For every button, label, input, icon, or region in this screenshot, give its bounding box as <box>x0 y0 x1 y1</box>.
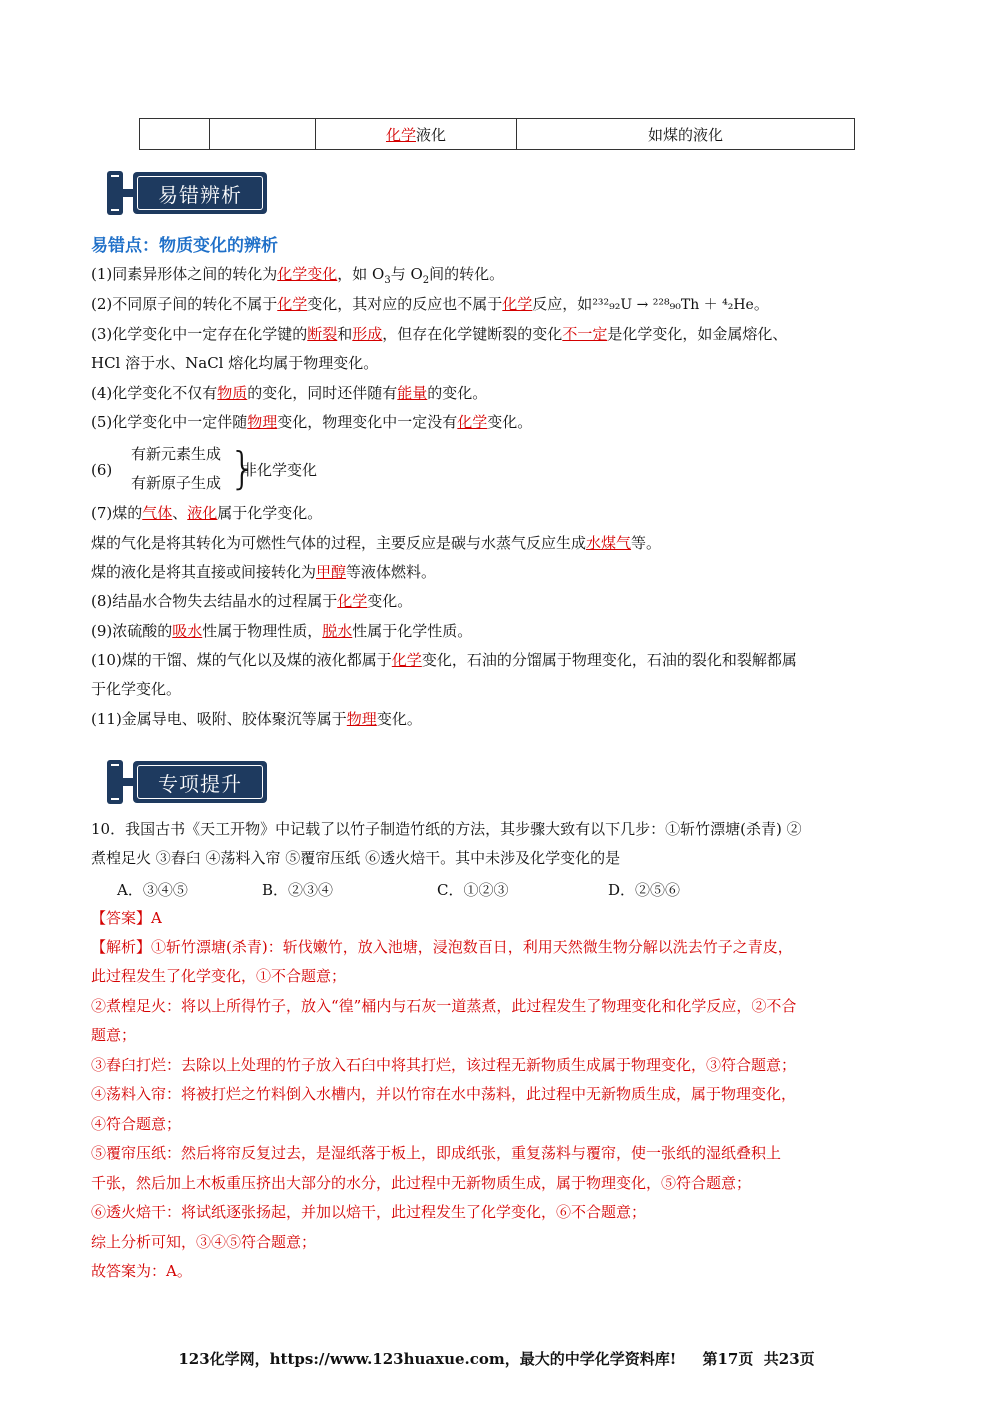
text-span: (11)金属导电、吸附、胶体聚沉等属于 <box>91 710 347 728</box>
text-span: 2 <box>422 275 430 286</box>
analysis-line: ③舂臼打烂：去除以上处理的竹子放入石臼中将其打烂，该过程无新物质生成属于物理变化，③符合题意； <box>91 1056 797 1074</box>
red-answer: 水煤气 <box>586 534 632 552</box>
red-answer: 化学 <box>502 295 533 313</box>
item-7 <box>91 503 322 523</box>
analysis-line: ②煮楻足火：将以上所得竹子，放入“徨”桶内与石灰一道蒸煮，此过程发生了物理变化和化学反应，②不合 <box>91 997 797 1015</box>
analysis-line: ④荡料入帘：将被打烂之竹料倒入水槽内，并以竹帘在水中荡料，此过程中无新物质生成，属于物理变化， <box>91 1085 797 1103</box>
text-span: 变化，石油的分馏属于物理变化，石油的裂化和裂解都属 <box>421 651 797 669</box>
item-10-cont: 于化学变化。 <box>91 680 182 698</box>
red-answer: 形成 <box>352 325 383 343</box>
red-answer: 物理 <box>247 413 278 431</box>
text-span: 。 <box>753 295 769 313</box>
text-span: (6) <box>91 461 113 479</box>
item-2 <box>91 294 769 315</box>
option-c: C．①②③ <box>437 881 509 899</box>
item-9 <box>91 621 472 641</box>
section-heading: 易错点：物质变化的辨析 <box>91 236 278 256</box>
text-span: (7)煤的 <box>91 504 143 522</box>
text-span: 变化，物理变化中一定没有 <box>277 413 458 431</box>
cell-text: 液化 <box>416 125 447 144</box>
red-answer: 气体 <box>142 504 173 522</box>
text-span: 有新元素生成 <box>131 445 222 463</box>
option-d: D．②⑤⑥ <box>608 881 681 899</box>
red-answer: 物理 <box>346 710 377 728</box>
text-span: (4)化学变化不仅有 <box>91 384 218 402</box>
brace-icon: } <box>229 443 257 494</box>
text-span: 性属于物理性质， <box>202 622 323 640</box>
table-cell <box>210 119 316 150</box>
option-b: B．②③④ <box>262 881 334 899</box>
banner-bracket-icon <box>107 171 123 215</box>
analysis-line: ⑤覆帘压纸：然后将帘反复过去，是湿纸落于板上，即成纸张，重复荡料与覆帘，使一张纸的湿纸叠积上 <box>91 1144 782 1162</box>
text-span: 、 <box>172 504 188 522</box>
section-banner-errors <box>107 171 267 215</box>
item-7-gas <box>91 533 661 553</box>
page-footer: 123化学网，https://www.123huaxue.com，最大的中学化学资料库! 第17页 共23页 <box>178 1350 815 1368</box>
item-11 <box>91 709 422 729</box>
text-span: (8)结晶水合物失去结晶水的过程属于 <box>91 592 338 610</box>
analysis-line: 【解析】①斩竹漂塘(杀青)：斩伐嫩竹，放入池塘，浸泡数百日，利用天然微生物分解以洗去竹子之青皮， <box>91 938 793 956</box>
analysis-line: 故答案为：A。 <box>91 1262 192 1280</box>
text-span: 性属于化学性质。 <box>352 622 473 640</box>
red-answer: 断裂 <box>307 325 338 343</box>
text-span: 和 <box>337 325 353 343</box>
banner-title: 易错辨析 <box>137 176 263 210</box>
analysis-line: 综上分析可知，③④⑤符合题意； <box>91 1233 317 1251</box>
red-answer: 化学 <box>277 295 308 313</box>
section-banner-practice <box>107 760 267 804</box>
red-answer: 化学 <box>385 125 416 144</box>
text-span: 的变化。 <box>427 384 488 402</box>
text-span: (5)化学变化中一定伴随 <box>91 413 248 431</box>
red-answer: 甲醇 <box>316 563 347 581</box>
question-text-cont: 煮楻足火 ③舂臼 ④荡料入帘 ⑤覆帘压纸 ⑥透火焙干。其中未涉及化学变化的是 <box>91 849 621 867</box>
top-table <box>139 118 855 150</box>
item-8 <box>91 591 412 611</box>
banner-plate <box>133 172 267 214</box>
option-a: A．③④⑤ <box>117 881 188 899</box>
analysis-line: 千张，然后加上木板重压挤出大部分的水分，此过程中无新物质生成，属于物理变化，⑤符合题意； <box>91 1174 752 1192</box>
text-span: 非化学变化 <box>242 461 318 479</box>
analysis-line: 题意； <box>91 1026 137 1044</box>
analysis-line: ⑥透火焙干：将试纸逐张扬起，并加以焙干，此过程发生了化学变化，⑥不合题意； <box>91 1203 647 1221</box>
table-cell: 如煤的液化 <box>517 119 855 150</box>
banner-bracket-icon <box>107 760 123 804</box>
text-span: ，但存在化学键断裂的变化 <box>382 325 563 343</box>
item-3 <box>91 324 787 344</box>
red-answer: 化学 <box>391 651 422 669</box>
item-7-liquid <box>91 562 436 582</box>
nuclear-equation: ²³²₉₂U → ²²⁸₉₀Th ＋ ⁴₂He <box>592 297 754 313</box>
text-span: 煤的液化是将其直接或间接转化为 <box>91 563 317 581</box>
text-span: 等液体燃料。 <box>346 563 437 581</box>
answer: 【答案】A <box>91 909 162 927</box>
analysis-line: 此过程发生了化学变化，①不合题意； <box>91 967 347 985</box>
item-10 <box>91 650 797 670</box>
red-answer: 脱水 <box>322 622 353 640</box>
item-5 <box>91 412 532 432</box>
text-span: (2)不同原子间的转化不属于 <box>91 295 278 313</box>
red-answer: 物质 <box>217 384 248 402</box>
text-span: 变化，其对应的反应也不属于 <box>307 295 503 313</box>
banner-title: 专项提升 <box>137 765 263 799</box>
text-span: 有新原子生成 <box>131 474 222 492</box>
analysis-line: ④符合题意； <box>91 1115 182 1133</box>
text-span: 是化学变化，如金属熔化、 <box>607 325 788 343</box>
item-3-cont: HCl 溶于水、NaCl 熔化均属于物理变化。 <box>91 354 379 372</box>
red-answer: 化学 <box>457 413 488 431</box>
text-span: 的变化，同时还伴随有 <box>247 384 398 402</box>
text-span: (9)浓硫酸的 <box>91 622 173 640</box>
table-cell <box>140 119 210 150</box>
red-answer: 化学 <box>337 592 368 610</box>
text-span: 反应，如 <box>532 295 593 313</box>
item-4 <box>91 383 487 403</box>
text-span: 变化。 <box>367 592 413 610</box>
text-span: 煤的气化是将其转化为可燃性气体的过程，主要反应是碳与水蒸气反应生成 <box>91 534 587 552</box>
text-span: 等。 <box>631 534 662 552</box>
text-span: (3)化学变化中一定存在化学键的 <box>91 325 308 343</box>
question-text: 10．我国古书《天工开物》中记载了以竹子制造竹纸的方法，其步骤大致有以下几步：①斩竹漂塘(杀青) ② <box>91 820 802 838</box>
text-span: ，如 O <box>337 265 385 283</box>
item-6 <box>91 443 391 497</box>
text-span: 变化。 <box>487 413 533 431</box>
banner-plate <box>133 761 267 803</box>
item-1 <box>91 264 504 291</box>
table-cell <box>316 119 517 150</box>
red-answer: 不一定 <box>562 325 608 343</box>
text-span: 属于化学变化。 <box>217 504 323 522</box>
text-span: (1)同素异形体之间的转化为 <box>91 265 278 283</box>
red-answer: 能量 <box>397 384 428 402</box>
text-span: 变化。 <box>376 710 422 728</box>
text-span: 间的转化。 <box>429 265 505 283</box>
red-answer: 化学变化 <box>277 265 338 283</box>
red-answer: 液化 <box>187 504 218 522</box>
table-row <box>140 119 855 150</box>
text-span: 与 O <box>390 265 423 283</box>
red-answer: 吸水 <box>172 622 203 640</box>
text-span: 3 <box>384 275 391 286</box>
text-span: (10)煤的干馏、煤的气化以及煤的液化都属于 <box>91 651 392 669</box>
